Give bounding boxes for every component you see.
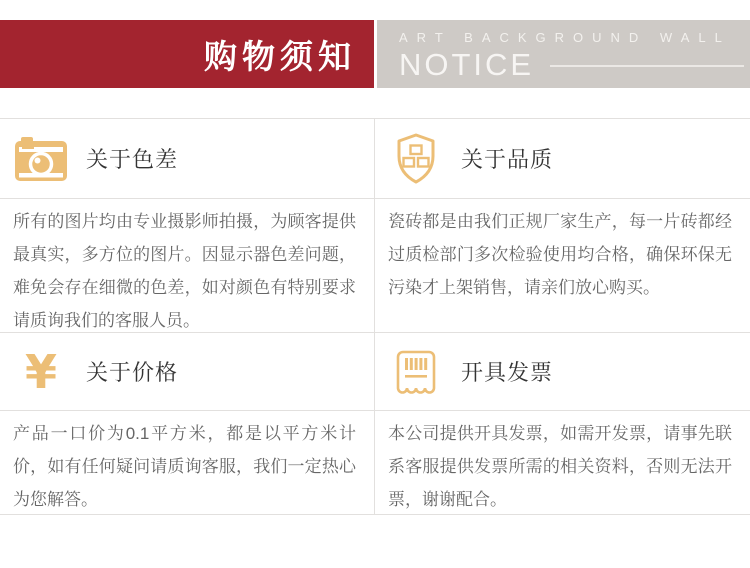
page-banner <box>0 20 750 88</box>
banner-notice-row <box>399 48 750 82</box>
icon-box <box>14 137 68 181</box>
banner-subtitle-block <box>377 20 750 88</box>
section-title: 开具发票 <box>461 360 554 385</box>
icon-box <box>14 344 68 399</box>
section-title-cell-color <box>0 119 375 199</box>
section-title-cell-quality <box>375 119 750 199</box>
icon-box <box>389 347 443 397</box>
section-body: 产品一口价为0.1平方米，都是以平方米计价，如有任何疑问请质询客服，我们一定热心为您解答。 <box>13 424 356 509</box>
notice-grid <box>0 118 750 515</box>
invoice-icon <box>393 347 439 397</box>
section-title: 关于色差 <box>86 147 179 172</box>
banner-rule-line <box>550 65 744 67</box>
quality-shield-icon <box>390 132 442 186</box>
section-body-cell-color <box>0 199 375 333</box>
icon-box <box>389 132 443 186</box>
banner-notice-text: NOTICE <box>399 47 535 82</box>
section-title: 关于价格 <box>86 360 179 385</box>
section-body-cell-price <box>0 411 375 515</box>
section-body: 本公司提供开具发票，如需开发票，请事先联系客服提供发票所需的相关资料，否则无法开票，谢谢配合。 <box>388 424 732 509</box>
section-title-cell-invoice <box>375 333 750 411</box>
banner-title-block <box>0 20 374 88</box>
section-title: 关于品质 <box>461 147 554 172</box>
section-body: 所有的图片均由专业摄影师拍摄，为顾客提供最真实，多方位的图片。因显示器色差问题，难免会存在细微的色差，如对颜色有特别要求请质询我们的客服人员。 <box>13 212 356 330</box>
section-body-cell-quality <box>375 199 750 333</box>
camera-icon <box>15 137 67 181</box>
banner-tagline: ART BACKGROUND WALL <box>399 30 731 45</box>
section-body-cell-invoice <box>375 411 750 515</box>
section-title-cell-price <box>0 333 375 411</box>
section-body: 瓷砖都是由我们正规厂家生产，每一片砖都经过质检部门多次检验使用均合格，确保环保无污染才上架销售，请亲们放心购买。 <box>388 212 732 297</box>
yuan-icon: ¥ <box>24 344 57 399</box>
page-title: 购物须知 <box>204 37 356 75</box>
